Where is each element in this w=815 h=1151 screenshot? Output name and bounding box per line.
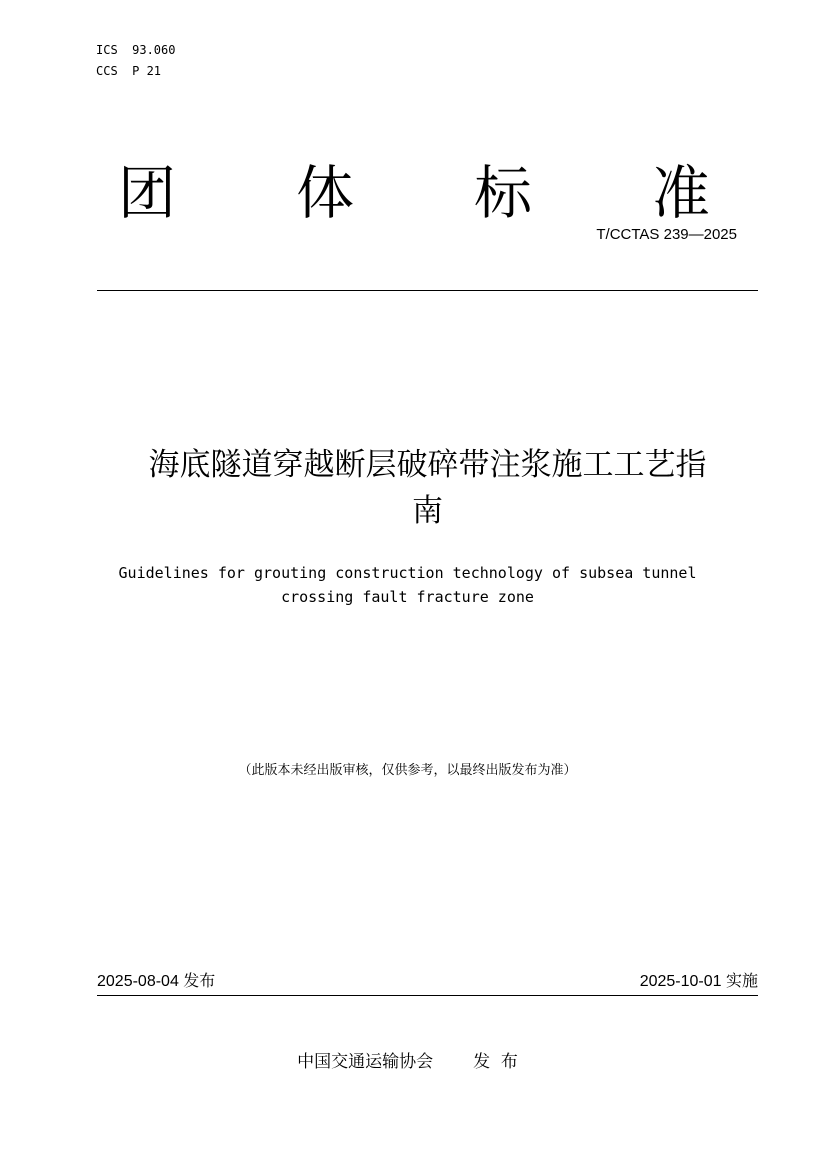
- top-divider: [97, 290, 758, 291]
- english-title-line-1: Guidelines for grouting construction technology of subsea tunnel: [118, 564, 697, 582]
- standard-type-char-3: 标: [474, 159, 533, 227]
- standard-number: T/CCTAS 239—2025: [596, 226, 737, 243]
- ics-code: ICS 93.060: [96, 43, 176, 57]
- english-title-line-2: crossing fault fracture zone: [281, 588, 534, 606]
- chinese-title-line-1: 海底隧道穿越断层破碎带注浆施工工艺指: [148, 447, 707, 483]
- implementation-date: 2025-10-01 实施: [639, 973, 758, 990]
- standard-type-char-1: 团: [118, 159, 177, 227]
- publish-date: 2025-08-04 发布: [97, 973, 216, 990]
- chinese-title: [90, 442, 765, 534]
- standard-type-char-2: 体: [296, 159, 355, 227]
- bottom-divider: [97, 995, 758, 996]
- publisher-name: 中国交通运输协会: [297, 1052, 434, 1072]
- standard-type-heading: [0, 158, 815, 228]
- draft-notice: （此版本未经出版审核，仅供参考，以最终出版发布为准）: [238, 763, 577, 778]
- publisher-line: [0, 1050, 815, 1074]
- ccs-code: CCS P 21: [96, 64, 162, 78]
- standard-type-char-4: 准: [652, 159, 711, 227]
- publisher-action: 发 布: [473, 1052, 518, 1072]
- chinese-title-line-2: 南: [412, 493, 443, 529]
- english-title: [60, 561, 755, 609]
- classification-codes: [96, 40, 175, 82]
